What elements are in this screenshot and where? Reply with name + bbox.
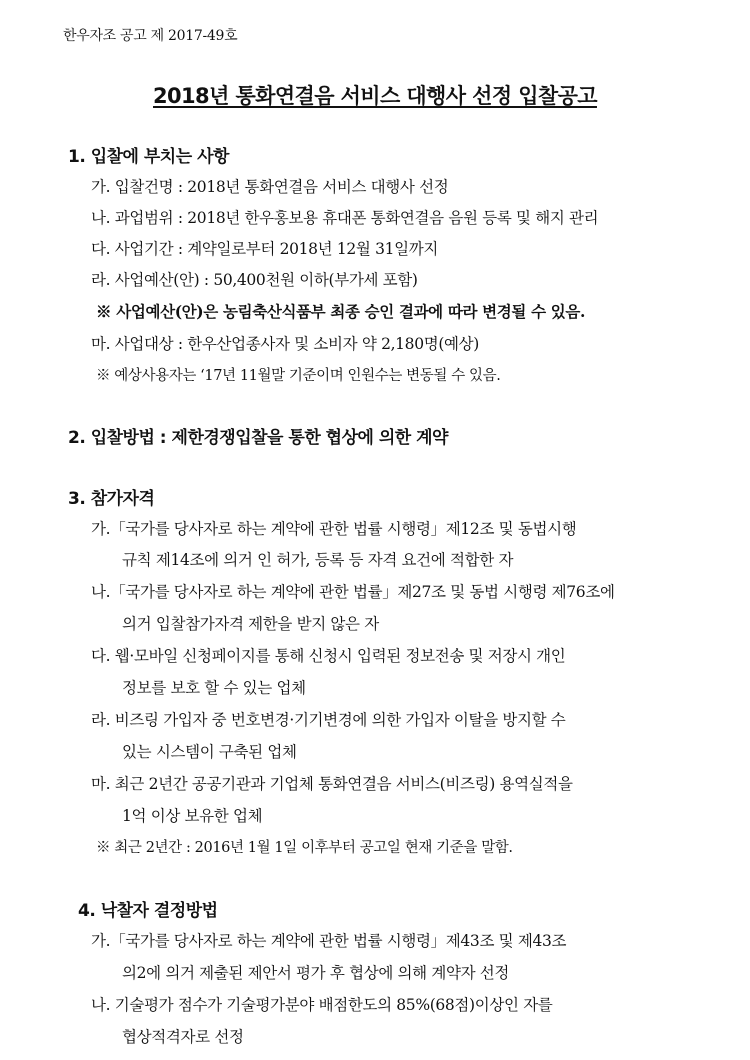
section-4-item-ga-line-2: 의2에 의거 제출된 제안서 평가 후 협상에 의해 계약자 선정 [122,964,510,982]
section-3-item-ga-line-1: 가.「국가를 당사자로 하는 계약에 관한 법률 시행령」제12조 및 동법시행 [91,520,577,538]
section-3-item-na-line-1: 나.「국가를 당사자로 하는 계약에 관한 법률」제27조 및 동법 시행령 제76조에 [91,583,615,601]
section-1-item-ra: 라. 사업예산(안) : 50,400천원 이하(부가세 포함) [91,271,418,289]
section-1-item-na: 나. 과업범위 : 2018년 한우홍보용 휴대폰 통화연결음 음원 등록 및 해지 관리 [91,209,599,227]
section-1-item-ma: 마. 사업대상 : 한우산업종사자 및 소비자 약 2,180명(예상) [91,335,479,353]
section-3-item-da-line-2: 정보를 보호 할 수 있는 업체 [122,679,306,697]
section-2-heading: 2. 입찰방법 : 제한경쟁입찰을 통한 협상에 의한 계약 [68,428,448,448]
section-1-item-ga: 가. 입찰건명 : 2018년 통화연결음 서비스 대행사 선정 [91,178,449,196]
section-3-item-ra-line-2: 있는 시스템이 구축된 업체 [122,743,297,761]
section-3-item-ma-line-2: 1억 이상 보유한 업체 [122,807,263,825]
section-1-item-da: 다. 사업기간 : 계약일로부터 2018년 12월 31일까지 [91,240,438,258]
page-title: 2018년 통화연결음 서비스 대행사 선정 입찰공고 [153,84,597,108]
section-1-note-budget: ※ 사업예산(안)은 농림축산식품부 최종 승인 결과에 따라 변경될 수 있음. [96,302,586,321]
section-4-item-na-line-1: 나. 기술평가 점수가 기술평가분야 배점한도의 85%(68점)이상인 자를 [91,996,553,1014]
section-3-item-ga-line-2: 규칙 제14조에 의거 인 허가, 등록 등 자격 요건에 적합한 자 [122,551,514,569]
section-1-heading: 1. 입찰에 부치는 사항 [68,147,229,167]
section-3-item-ma-line-1: 마. 최근 2년간 공공기관과 기업체 통화연결음 서비스(비즈링) 용역실적을 [91,775,573,793]
section-4-item-ga-line-1: 가.「국가를 당사자로 하는 계약에 관한 법률 시행령」제43조 및 제43조 [91,932,567,950]
document-number: 한우자조 공고 제 2017-49호 [63,28,238,44]
section-4-heading: 4. 낙찰자 결정방법 [78,901,218,921]
section-4-item-na-line-2: 협상적격자로 선정 [122,1028,244,1046]
section-3-item-ra-line-1: 라. 비즈링 가입자 중 번호변경·기기변경에 의한 가입자 이탈을 방지할 수 [91,711,566,729]
section-3-item-na-line-2: 의거 입찰참가자격 제한을 받지 않은 자 [122,615,379,633]
section-3-heading: 3. 참가자격 [68,489,155,509]
section-3-item-da-line-1: 다. 웹·모바일 신청페이지를 통해 신청시 입력된 정보전송 및 저장시 개인 [91,647,566,665]
section-1-note-users: ※ 예상사용자는 ‘17년 11월말 기준이며 인원수는 변동될 수 있음. [96,368,501,384]
section-3-note-period: ※ 최근 2년간 : 2016년 1월 1일 이후부터 공고일 현재 기준을 말함. [96,840,513,856]
